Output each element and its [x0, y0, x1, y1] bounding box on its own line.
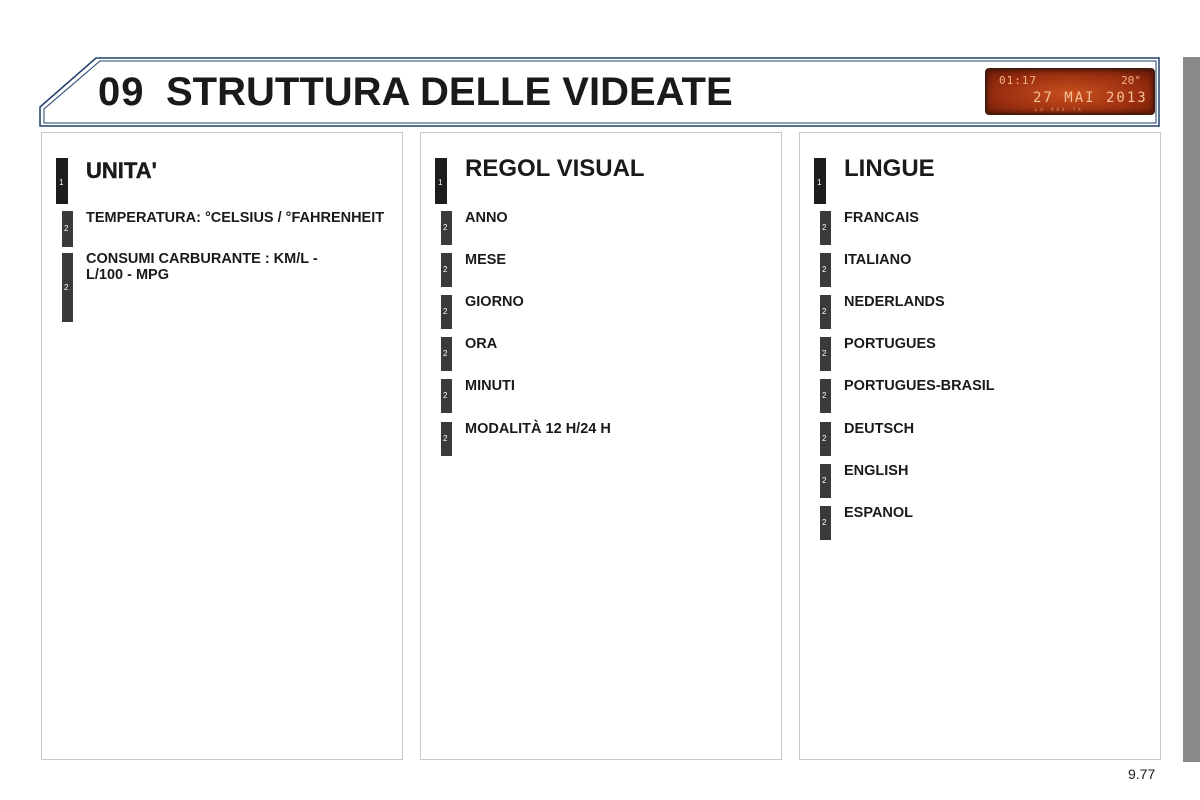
level-2-marker: 2: [441, 337, 452, 371]
menu-item: ITALIANO: [844, 252, 912, 268]
level-2-marker: 2: [820, 211, 831, 245]
level-2-marker: 2: [441, 422, 452, 456]
panel-heading: REGOL VISUAL: [465, 155, 645, 182]
menu-item: ORA: [465, 336, 498, 352]
level-2-marker: 2: [820, 506, 831, 540]
menu-item: FRANCAIS: [844, 210, 919, 226]
page-title: STRUTTURA DELLE VIDEATE: [166, 70, 733, 114]
menu-item: MINUTI: [465, 378, 515, 394]
menu-item: MESE: [465, 252, 507, 268]
dashboard-display: [985, 68, 1155, 115]
menu-item: TEMPERATURA: °CELSIUS / °FAHRENHEIT: [86, 210, 385, 226]
menu-item: DEUTSCH: [844, 421, 915, 437]
level-2-marker: 2: [820, 379, 831, 413]
level-2-marker: 2: [441, 295, 452, 329]
level-2-marker: 2: [820, 422, 831, 456]
section-side-tab: [1183, 57, 1200, 762]
panel-heading: UNITA': [86, 158, 157, 183]
menu-item: PORTUGUES: [844, 336, 936, 352]
level-2-marker: 2: [820, 295, 831, 329]
menu-item: ANNO: [465, 210, 508, 226]
panel-display-settings: [420, 132, 782, 760]
panel-heading: LINGUE: [844, 155, 935, 182]
menu-item: MODALITÀ 12 H/24 H: [465, 421, 611, 437]
level-2-marker: 2: [820, 464, 831, 498]
menu-item: ESPANOL: [844, 505, 914, 521]
level-1-marker: 1: [814, 158, 826, 204]
menu-item: L/100 - MPG: [86, 267, 169, 283]
chapter-number: 09: [98, 70, 145, 114]
display-indicators: LU RDS TA: [1035, 107, 1084, 112]
level-2-marker: 2: [62, 211, 73, 247]
level-2-marker: 2: [62, 253, 73, 322]
level-2-marker: 2: [441, 211, 452, 245]
display-clock: 01:17: [999, 74, 1038, 87]
level-2-marker: 2: [820, 337, 831, 371]
menu-item: ENGLISH: [844, 463, 909, 479]
menu-item: CONSUMI CARBURANTE : KM/L -: [86, 251, 318, 267]
display-temperature: 20°: [1121, 74, 1141, 87]
menu-item: NEDERLANDS: [844, 294, 945, 310]
display-date: 27 MAI 2013: [1033, 90, 1148, 106]
panel-languages: [799, 132, 1161, 760]
menu-item: GIORNO: [465, 294, 524, 310]
level-2-marker: 2: [441, 253, 452, 287]
page-number: 9.77: [1128, 766, 1156, 782]
menu-item: PORTUGUES-BRASIL: [844, 378, 995, 394]
level-1-marker: 1: [435, 158, 447, 204]
panel-units: [41, 132, 403, 760]
level-1-marker: 1: [56, 158, 68, 204]
level-2-marker: 2: [820, 253, 831, 287]
level-2-marker: 2: [441, 379, 452, 413]
